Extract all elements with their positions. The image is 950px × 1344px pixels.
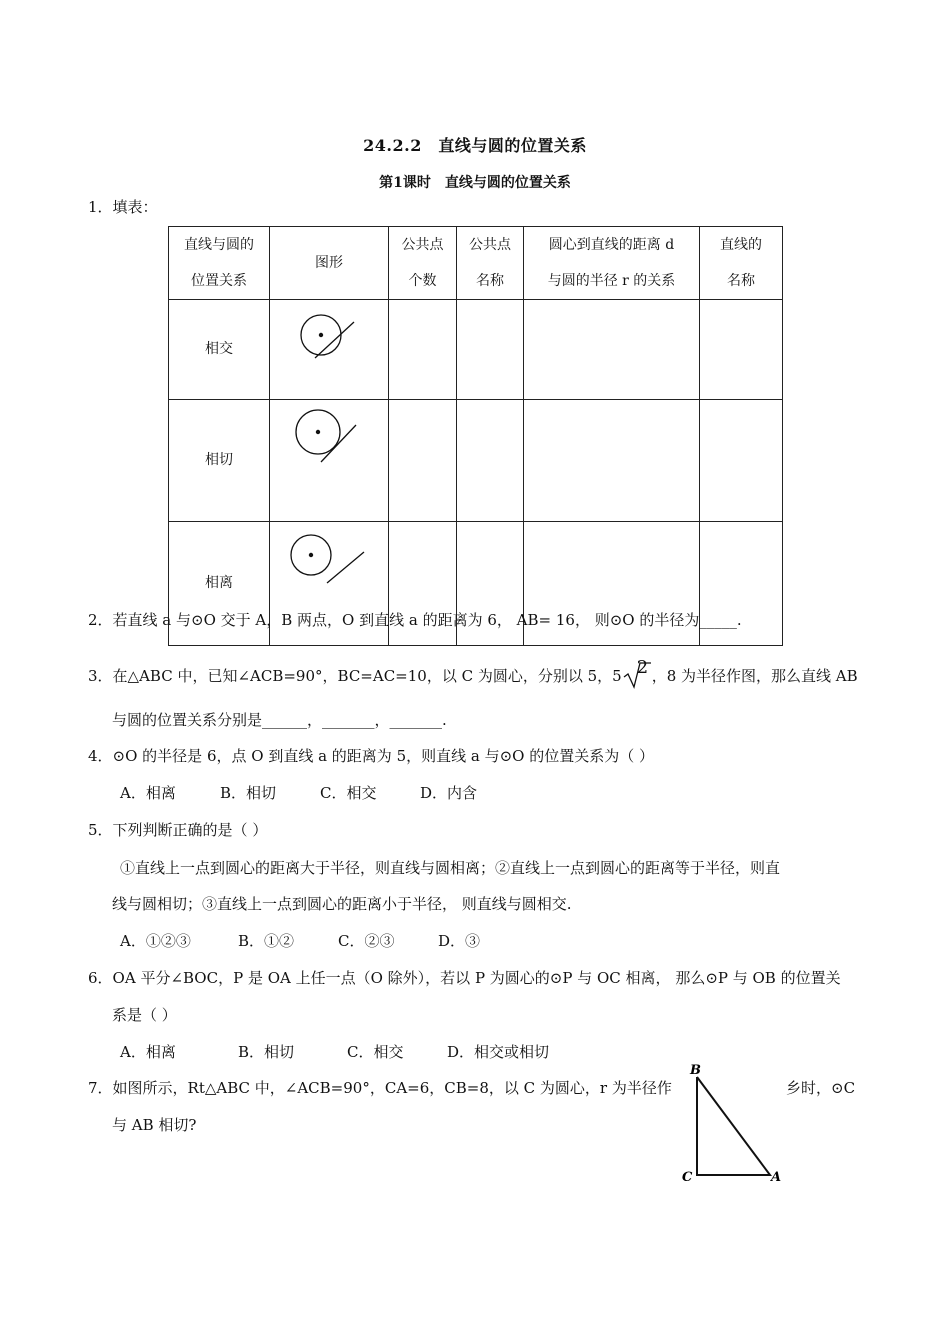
fill-in-table — [168, 226, 783, 646]
figure-tangent-cell — [270, 400, 389, 522]
q5-option-a: A．①②③ — [120, 932, 191, 950]
blank-cell[interactable] — [457, 300, 524, 400]
table-row — [169, 400, 783, 522]
blank-cell[interactable] — [457, 400, 524, 522]
blank-cell[interactable] — [524, 400, 700, 522]
blank-cell[interactable] — [700, 300, 783, 400]
row-label-intersect: 相交 — [169, 300, 270, 400]
q5-option-c: C．②③ — [338, 932, 395, 950]
right-triangle-figure — [680, 1060, 790, 1190]
header-count: 公共点 个数 — [389, 227, 457, 300]
vertex-label-c: C — [682, 1170, 693, 1185]
question-3-part-2: ，8 为半径作图，那么直线 AB — [651, 667, 858, 685]
q4-option-c: C．相交 — [320, 784, 377, 802]
question-5-line-1: ①直线上一点到圆心的距离大于半径，则直线与圆相离；②直线上一点到圆心的距离等于半径，则直 — [120, 859, 781, 877]
sqrt-radicand: 2 — [636, 657, 649, 678]
blank-cell[interactable] — [389, 400, 457, 522]
question-1-text: 1．填表： — [88, 198, 158, 216]
header-line-name: 直线的 名称 — [700, 227, 783, 300]
table-row — [169, 300, 783, 400]
header-distance: 圆心到直线的距离 d 与圆的半径 r 的关系 — [524, 227, 700, 300]
q6-option-c: C．相交 — [347, 1043, 404, 1061]
row-label-separate: 相离 — [169, 522, 270, 646]
header-name: 公共点 名称 — [457, 227, 524, 300]
vertex-label-b: B — [690, 1063, 701, 1078]
q6-option-b: B．相切 — [238, 1043, 295, 1061]
question-4: 4．⊙O 的半径是 6，点 O 到直线 a 的距离为 5，则直线 a 与⊙O 的位置关系为（ ） — [88, 747, 654, 765]
row-label-tangent: 相切 — [169, 400, 270, 522]
q6-option-d: D．相交或相切 — [447, 1043, 550, 1061]
tangent-figure-icon — [270, 400, 388, 508]
q4-option-a: A．相离 — [120, 784, 176, 802]
question-3-line-2: 与圆的位置关系分别是______，_______，_______. — [112, 711, 447, 729]
blank-cell[interactable] — [700, 400, 783, 522]
page-subtitle: 第1课时 直线与圆的位置关系 — [379, 175, 571, 191]
blank-cell[interactable] — [389, 300, 457, 400]
question-7-part-1: 7．如图所示，Rt△ABC 中，∠ACB=90°，CA=6，CB=8，以 C 为圆心，r 为半径作 — [88, 1079, 672, 1097]
question-2: 2．若直线 a 与⊙O 交于 A，B 两点，O 到直线 a 的距离为 6， AB= 16， 则⊙O 的半径为_____. — [88, 611, 742, 629]
question-5: 5．下列判断正确的是（ ） — [88, 821, 268, 839]
vertex-label-a: A — [771, 1170, 782, 1185]
sqrt-symbol — [622, 651, 652, 686]
question-6-line-1: 6．OA 平分∠BOC，P 是 OA 上任一点（O 除外），若以 P 为圆心的⊙P 与 OC 相离， 那么⊙P 与 OB 的位置关 — [88, 969, 841, 987]
question-3-part-1: 3．在△ABC 中，已知∠ACB=90°，BC=AC=10，以 C 为圆心，分别以 5，5 — [88, 667, 622, 685]
blank-cell[interactable] — [524, 300, 700, 400]
header-relation: 直线与圆的 位置关系 — [169, 227, 270, 300]
figure-intersect-cell — [270, 300, 389, 400]
question-7-part-2: 乡时，⊙C — [786, 1079, 856, 1097]
question-3-line-1 — [88, 651, 858, 686]
q4-option-d: D．内含 — [420, 784, 478, 802]
header-figure: 图形 — [270, 227, 389, 300]
question-6-line-2: 系是（ ） — [112, 1006, 177, 1024]
q5-option-b: B．①② — [238, 932, 295, 950]
intersect-figure-icon — [270, 300, 388, 386]
q5-option-d: D．③ — [438, 932, 481, 950]
q6-option-a: A．相离 — [120, 1043, 176, 1061]
page-title: 24.2.2 直线与圆的位置关系 — [363, 136, 587, 155]
question-5-line-2: 线与圆相切；③直线上一点到圆心的距离小于半径， 则直线与圆相交. — [112, 895, 572, 913]
question-7-line-2: 与 AB 相切? — [112, 1116, 197, 1134]
table-header-row — [169, 227, 783, 300]
q4-option-b: B．相切 — [220, 784, 277, 802]
